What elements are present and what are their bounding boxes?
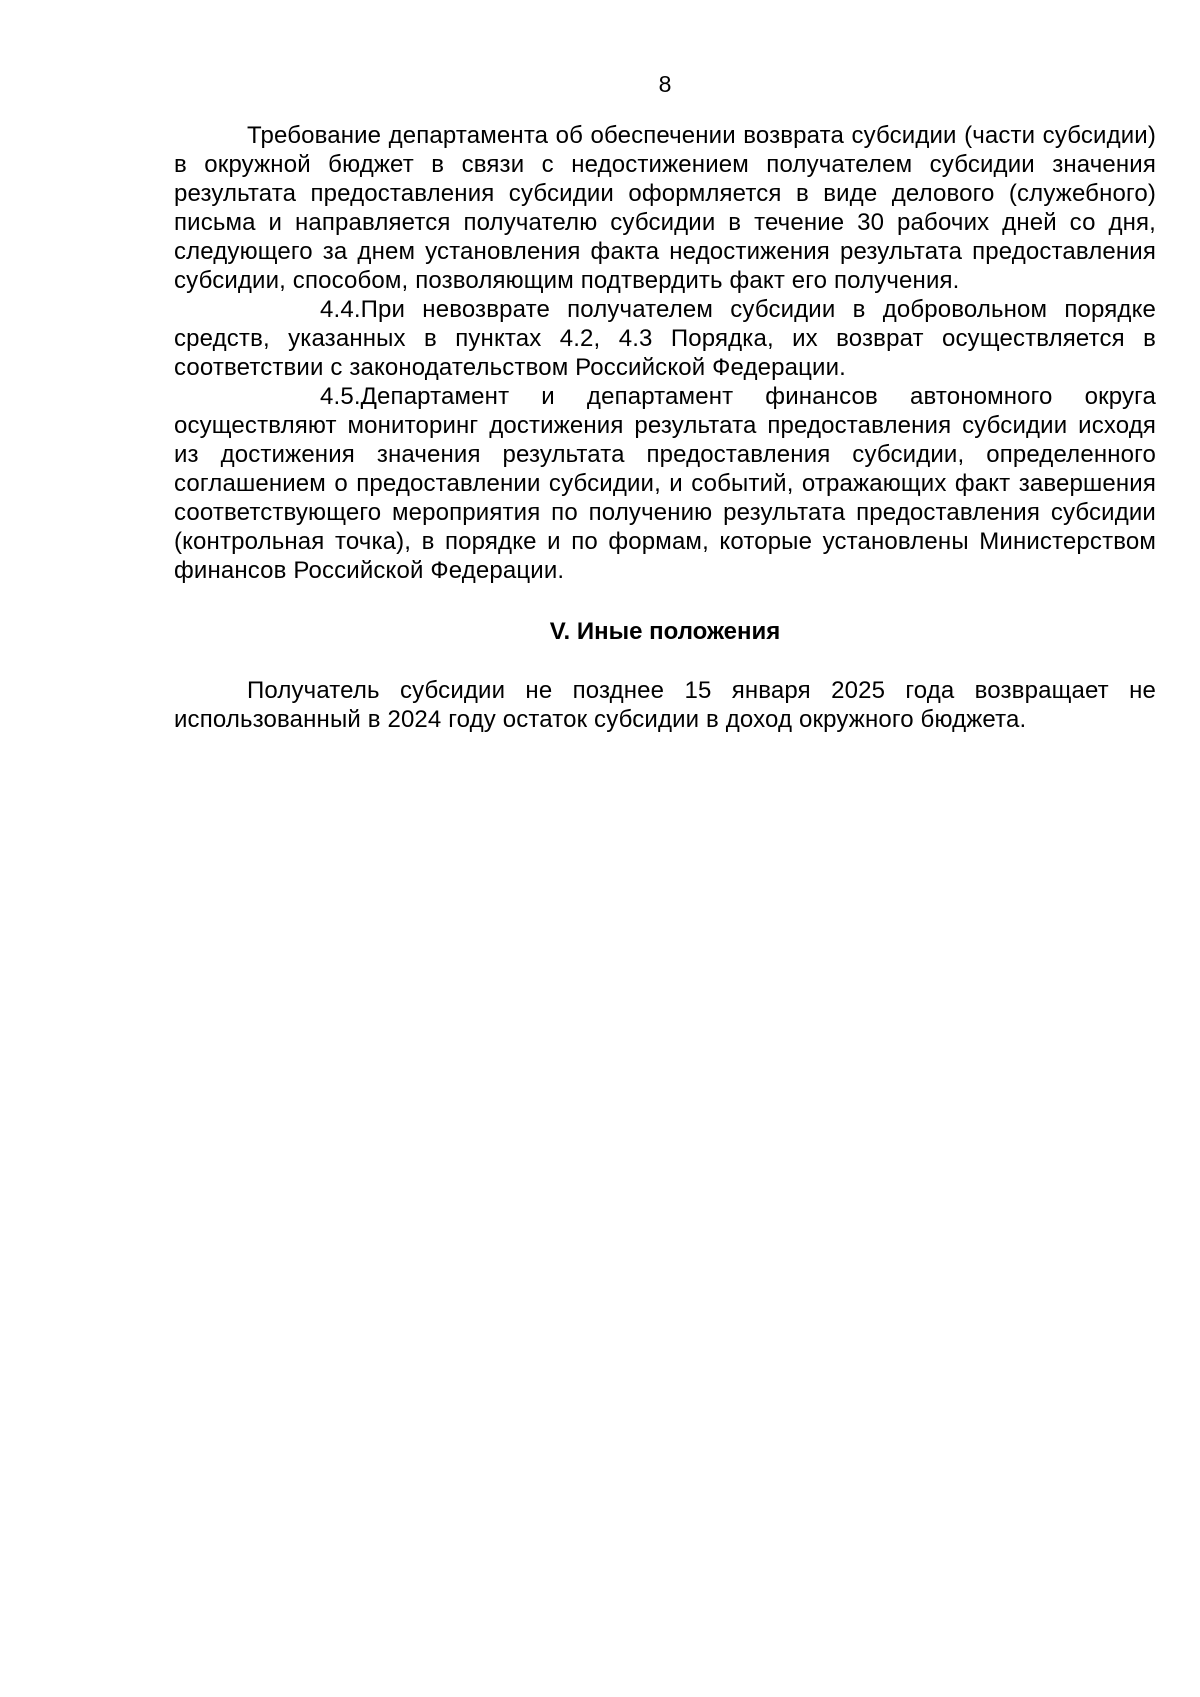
paragraph-text: Департамент и департамент финансов автономного округа осуществляют мониторинг достижения результата предоставления субсидии исходя из достижения значения результата предоставления субсидии, определенного соглашением о предоставлении субсидии, и событий, отражающих факт завершения соответствующего мероприятия по получению результата предоставления субсидии (контрольная точка), в порядке и по формам, которые установлены Министерством финансов Российской Федерации. [174,383,1156,584]
page-number: 8 [658,71,672,97]
paragraph-text: Получатель субсидии не позднее 15 января 2025 года возвращает не использованный в 2024 году остаток субсидии в доход окружного бюджета. [174,677,1156,733]
clause-number: 4.5. [320,383,361,410]
document-body [174,121,1156,734]
paragraph-4-5 [174,382,1156,585]
paragraph-4-4 [174,295,1156,382]
paragraph-requirement-return [174,121,1156,295]
clause-number: 4.4. [320,296,361,323]
paragraph-text: Требование департамента об обеспечении возврата субсидии (части субсидии) в окружной бюджет в связи с недостижением получателем субсидии значения результата предоставления субсидии оформляется в виде делового (служебного) письма и направляется получателю субсидии в течение 30 рабочих дней со дня, следующего за днем установления факта недостижения результата предоставления субсидии, способом, позволяющим подтвердить факт его получения. [174,122,1156,294]
section-heading: V. Иные положения [549,618,781,645]
paragraph-text: При невозврате получателем субсидии в добровольном порядке средств, указанных в пунктах 4.2, 4.3 Порядка, их возврат осуществляется в соответствии с законодательством Российской Федерации. [174,296,1156,381]
paragraph-section-5 [174,676,1156,734]
